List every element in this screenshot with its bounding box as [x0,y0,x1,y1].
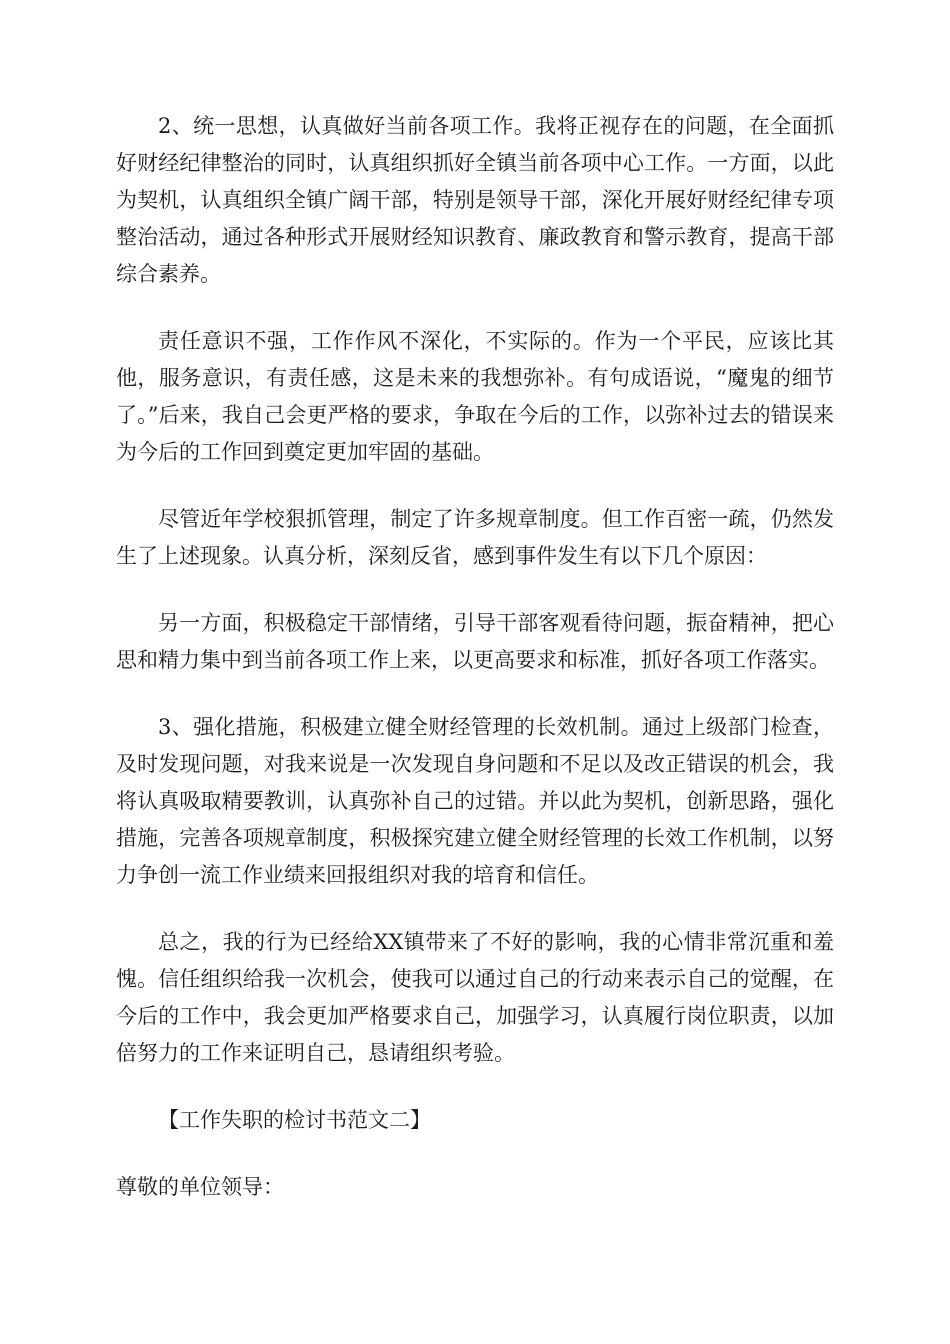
document-body [116,108,834,1206]
section-heading: 【工作失职的检讨书范文二】 [158,1108,431,1132]
paragraph-unify-thinking: 2、统一思想，认真做好当前各项工作。我将正视存在的问题，在全面抓好财经纪律整治的同时，认真组织抓好全镇当前各项中心工作。一方面，以此为契机，认真组织全镇广阔干部，特别是领导干部，深化开展好财经纪律专项整治活动，通过各种形式开展财经知识教育、廉政教育和警示教育，提高干部综合素养。 [116,114,834,286]
paragraph-school-management: 尽管近年学校狠抓管理，制定了许多规章制度。但工作百密一疏，仍然发生了上述现象。认真分析，深刻反省，感到事件发生有以下几个原因： [116,507,834,568]
paragraph-stabilize-cadres: 另一方面，积极稳定干部情绪，引导干部客观看待问题，振奋精神，把心思和精力集中到当前各项工作上来，以更高要求和标准，抓好各项工作落实。 [116,611,834,672]
paragraph-strengthen-measures: 3、强化措施，积极建立健全财经管理的长效机制。通过上级部门检查，及时发现问题，对我来说是一次发现自身问题和不足以及改正错误的机会，我将认真吸取精要教训，认真弥补自己的过错。并以此为契机，创新思路，强化措施，完善各项规章制度，积极探究建立健全财经管理的长效工作机制，以努力争创一流工作业绩来回报组织对我的培育和信任。 [116,715,834,887]
salutation: 尊敬的单位领导： [116,1175,284,1199]
paragraph-responsibility: 责任意识不强，工作作风不深化，不实际的。作为一个平民，应该比其他，服务意识，有责任感，这是未来的我想弥补。有句成语说，“魔鬼的细节了。”后来，我自己会更严格的要求，争取在今后的工作，以弥补过去的错误来为今后的工作回到奠定更加牢固的基础。 [116,329,834,464]
paragraph-conclusion: 总之，我的行为已经给XX镇带来了不好的影响，我的心情非常沉重和羞愧。信任组织给我一次机会，使我可以通过自己的行动来表示自己的觉醒，在今后的工作中，我会更加严格要求自己，加强学习，认真履行岗位职责，以加倍努力的工作来证明自己，恳请组织考验。 [116,930,834,1065]
